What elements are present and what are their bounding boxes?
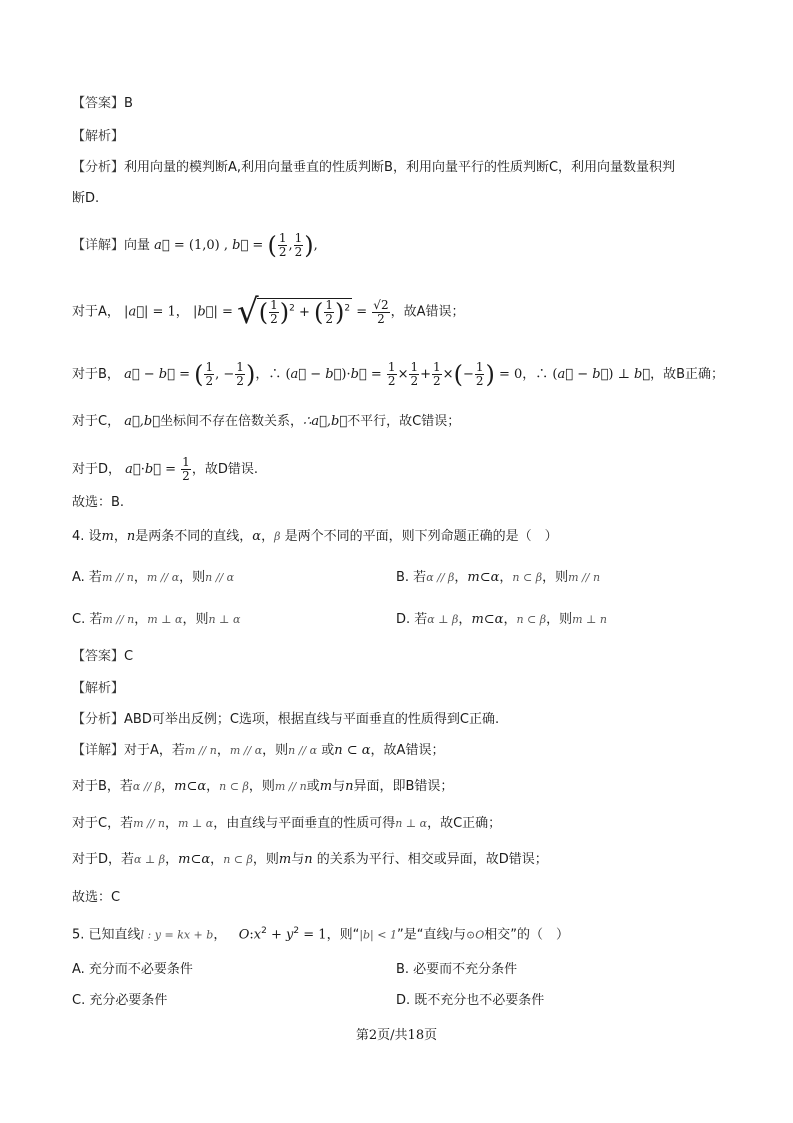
- q5-option-d[interactable]: D. 既不充分也不必要条件: [396, 993, 545, 1008]
- q3-answer: [72, 95, 133, 113]
- q3-part-a: 对于A， |a⃗| = 1， |b⃗| = √( $\frac{1}{2}$ )$^2$ + ( $\frac{1}{2}$ )$^2$ = $\frac{√2}{2}$ ，故A错误；: [72, 292, 465, 332]
- q5-option-a[interactable]: A. 充分而不必要条件: [72, 962, 193, 977]
- q4-xiangjie-b: 对于B，若α // β，m⊂α，n ⊂ β，则m // n或m与n异面，即B错误；: [72, 779, 454, 794]
- q4-option-b[interactable]: B. 若α // β，m⊂α，n ⊂ β，则m // n: [396, 570, 601, 585]
- q5-stem: 5. 已知直线l : y = kx + b， $O:x^2 + y^2 = 1$，则“|b| < 1”是“直线l与⊙O相交”的（ ）: [72, 926, 570, 943]
- page-footer: 第2页/共18页: [355, 1028, 438, 1043]
- q4-option-c[interactable]: C. 若m // n，m ⊥ α，则n ⊥ α: [72, 612, 241, 627]
- q4-fenxi: 【分析】ABD可举出反例；C选项，根据直线与平面垂直的性质得到C正确.: [72, 712, 500, 727]
- q3-fenxi-cont: 断D.: [72, 191, 100, 206]
- q4-option-d[interactable]: D. 若α ⊥ β，m⊂α，n ⊂ β，则m ⊥ n: [396, 612, 607, 627]
- q4-xiangjie-c: 对于C，若m // n，m ⊥ α，由直线与平面垂直的性质可得n ⊥ α，故C正确；: [72, 816, 502, 831]
- q3-fenxi: 【分析】利用向量的模判断A,利用向量垂直的性质判断B，利用向量平行的性质判断C，利用向量数量积判: [72, 160, 676, 175]
- q5-option-b[interactable]: B. 必要而不充分条件: [396, 962, 518, 977]
- q4-xiangjie-a: 【详解】对于A，若m // n，m // α，则n // α 或n ⊂ α，故A错误；: [72, 743, 445, 758]
- q5-option-c[interactable]: C. 充分必要条件: [72, 993, 168, 1008]
- q4-stem: 4. 设m，n是两条不同的直线，α，β 是两个不同的平面，则下列命题正确的是（ ）: [72, 529, 558, 544]
- q3-part-d: 对于D， a⃗·b⃗ = $\frac{1}{2}$ ，故D错误.: [72, 455, 258, 483]
- q4-analysis-tag: 【解析】: [72, 681, 125, 696]
- q3-analysis-tag: 【解析】: [72, 129, 125, 144]
- q3-choice: 故选：B.: [72, 495, 125, 510]
- q3-part-b: 对于B， a⃗ − b⃗ = ( $\frac{1}{2}$ , − $\frac{1}{2}$ )，∴ (a⃗ − b⃗)·b⃗ = $\frac{1}{2}$ × $\frac{1}{2}$ + $\frac{1}{2}$ ×(− $\frac{1}{2}$ ) = 0，∴ (a⃗ − b⃗) ⊥ b⃗，故B正确；: [72, 360, 724, 389]
- answer-value: B: [124, 96, 133, 111]
- q4-answer: 【答案】C: [72, 649, 134, 664]
- q4-option-a[interactable]: A. 若m // n，m // α，则n // α: [72, 570, 235, 585]
- q4-xiangjie-d: 对于D，若α ⊥ β，m⊂α，n ⊂ β，则m与n 的关系为平行、相交或异面，故D错误；: [72, 852, 548, 867]
- q3-xiangjie: 【详解】向量 a⃗ = (1,0) , b⃗ = ( $\frac{1}{2}$ , $\frac{1}{2}$ ),: [72, 231, 318, 260]
- answer-tag: 【答案】: [72, 96, 125, 111]
- q3-part-c: 对于C， a⃗,b⃗坐标间不存在倍数关系，∴a⃗,b⃗不平行，故C错误；: [72, 414, 461, 429]
- q4-choice: 故选：C: [72, 890, 121, 905]
